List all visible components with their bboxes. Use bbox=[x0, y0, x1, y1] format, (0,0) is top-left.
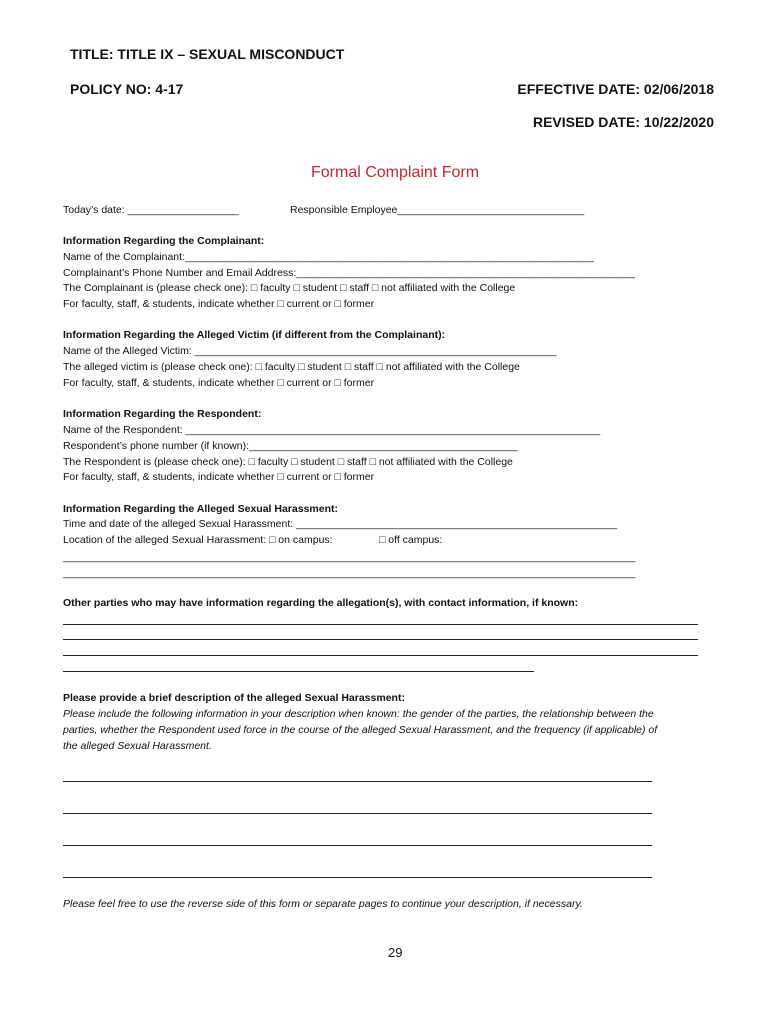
other-parties-heading: Other parties who may have information regarding the allegation(s), with contact information, if known: bbox=[63, 597, 579, 609]
victim-type-checkboxes[interactable]: The alleged victim is (please check one): □ faculty □ student □ staff □ not affiliated with the College bbox=[63, 361, 520, 373]
harassment-time-date-field[interactable]: Time and date of the alleged Sexual Harassment: _______________________________________________________ bbox=[63, 518, 618, 530]
off-campus-checkbox[interactable]: □ off campus: bbox=[379, 534, 443, 546]
respondent-type-checkboxes[interactable]: The Respondent is (please check one): □ faculty □ student □ staff □ not affiliated with the College bbox=[63, 456, 513, 468]
policy-title: TITLE: TITLE IX – SEXUAL MISCONDUCT bbox=[70, 46, 345, 62]
location-line-1[interactable]: __________________________________________________________________________________________________ bbox=[63, 551, 636, 563]
form-title: Formal Complaint Form bbox=[310, 164, 480, 181]
victim-name-field[interactable]: Name of the Alleged Victim: ______________________________________________________________ bbox=[63, 345, 557, 357]
harassment-heading: Information Regarding the Alleged Sexual Harassment: bbox=[63, 503, 338, 515]
policy-number: POLICY NO: 4-17 bbox=[70, 81, 184, 97]
todays-date-field[interactable]: Today’s date: ___________________ bbox=[63, 204, 239, 216]
revised-date: REVISED DATE: 10/22/2020 bbox=[532, 114, 714, 130]
respondent-phone-field[interactable]: Respondent’s phone number (if known):______________________________________________ bbox=[63, 440, 518, 452]
description-line-1[interactable] bbox=[63, 781, 652, 782]
description-instructions-1: Please include the following information in your description when known: the gender of the parties, the relationship between the bbox=[63, 708, 654, 720]
respondent-heading: Information Regarding the Respondent: bbox=[63, 408, 262, 420]
other-parties-line-2[interactable] bbox=[63, 639, 698, 640]
page-number: 29 bbox=[388, 945, 403, 960]
complainant-heading: Information Regarding the Complainant: bbox=[63, 235, 265, 247]
on-campus-checkbox[interactable]: Location of the alleged Sexual Harassment: □ on campus: bbox=[63, 534, 333, 546]
responsible-employee-field[interactable]: Responsible Employee________________________________ bbox=[290, 204, 585, 216]
complainant-status-checkboxes[interactable]: For faculty, staff, & students, indicate whether □ current or □ former bbox=[63, 298, 375, 310]
description-instructions-3: the alleged Sexual Harassment. bbox=[63, 740, 212, 752]
other-parties-line-4[interactable] bbox=[63, 671, 534, 672]
description-line-2[interactable] bbox=[63, 813, 652, 814]
footer-note: Please feel free to use the reverse side of this form or separate pages to continue your description, if necessary. bbox=[63, 898, 583, 910]
other-parties-line-3[interactable] bbox=[63, 655, 698, 656]
description-line-4[interactable] bbox=[63, 877, 652, 878]
other-parties-line-1[interactable] bbox=[63, 624, 698, 625]
complainant-type-checkboxes[interactable]: The Complainant is (please check one): □ faculty □ student □ staff □ not affiliated with the College bbox=[63, 282, 516, 294]
respondent-status-checkboxes[interactable]: For faculty, staff, & students, indicate whether □ current or □ former bbox=[63, 471, 375, 483]
respondent-name-field[interactable]: Name of the Respondent: _______________________________________________________________________ bbox=[63, 424, 601, 436]
complainant-contact-field[interactable]: Complainant’s Phone Number and Email Address:__________________________________________________________ bbox=[63, 267, 635, 279]
location-line-2[interactable]: __________________________________________________________________________________________________ bbox=[63, 567, 636, 579]
description-instructions-2: parties, whether the Respondent used force in the course of the alleged Sexual Harassment, and the frequency (if applicable) of bbox=[63, 724, 658, 736]
victim-heading: Information Regarding the Alleged Victim (if different from the Complainant): bbox=[63, 329, 446, 341]
complainant-name-field[interactable]: Name of the Complainant:______________________________________________________________________ bbox=[63, 251, 594, 263]
description-heading: Please provide a brief description of the alleged Sexual Harassment: bbox=[63, 692, 405, 704]
effective-date: EFFECTIVE DATE: 02/06/2018 bbox=[517, 81, 714, 97]
victim-status-checkboxes[interactable]: For faculty, staff, & students, indicate whether □ current or □ former bbox=[63, 377, 375, 389]
description-line-3[interactable] bbox=[63, 845, 652, 846]
